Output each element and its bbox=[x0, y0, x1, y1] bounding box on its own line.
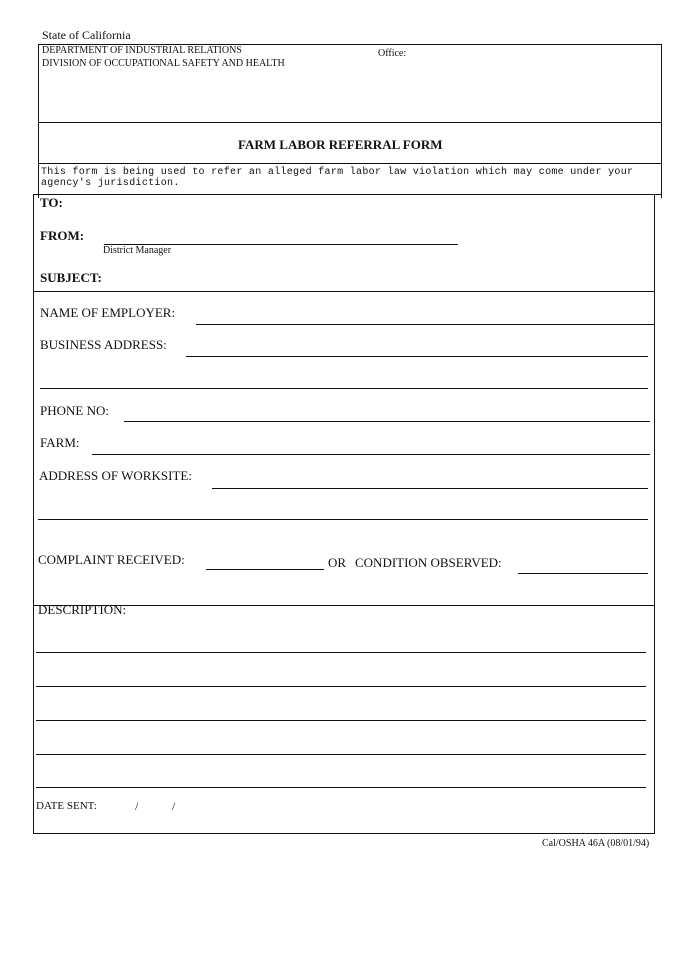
frame-left-top bbox=[38, 44, 39, 198]
farm-label: FARM: bbox=[40, 435, 80, 450]
to-label: TO: bbox=[40, 195, 63, 210]
intro-text: This form is being used to refer an alleged farm labor law violation which may come under your agency's jurisdiction. bbox=[41, 167, 634, 189]
business-address-field-2[interactable] bbox=[40, 388, 648, 389]
department-label: DEPARTMENT OF INDUSTRIAL RELATIONS bbox=[42, 45, 242, 56]
form-number: Cal/OSHA 46A (08/01/94) bbox=[542, 838, 650, 849]
complaint-field[interactable] bbox=[206, 569, 324, 570]
phone-field[interactable] bbox=[124, 421, 650, 422]
description-line-3[interactable] bbox=[36, 720, 646, 721]
office-label: Office: bbox=[378, 48, 407, 59]
frame-right-top bbox=[661, 44, 662, 198]
worksite-field[interactable] bbox=[212, 488, 648, 489]
state-label: State of California bbox=[42, 28, 131, 42]
phone-label: PHONE NO: bbox=[40, 403, 109, 418]
date-sent-label: DATE SENT: bbox=[36, 800, 97, 812]
frame-right bbox=[654, 194, 655, 834]
worksite-field-2[interactable] bbox=[38, 519, 648, 520]
subject-label: SUBJECT: bbox=[40, 270, 102, 285]
date-separator-1: / bbox=[135, 799, 139, 813]
header-divider bbox=[38, 122, 662, 123]
description-line-1[interactable] bbox=[36, 652, 646, 653]
date-separator-2: / bbox=[172, 799, 176, 813]
description-line-5[interactable] bbox=[36, 787, 646, 788]
employer-label: NAME OF EMPLOYER: bbox=[40, 305, 176, 320]
division-label: DIVISION OF OCCUPATIONAL SAFETY AND HEALTH bbox=[42, 58, 285, 69]
from-label: FROM: bbox=[40, 228, 85, 243]
frame-left bbox=[33, 194, 34, 834]
description-label: DESCRIPTION: bbox=[38, 602, 127, 617]
or-label: OR bbox=[328, 555, 347, 570]
worksite-label: ADDRESS OF WORKSITE: bbox=[39, 468, 192, 483]
description-line-4[interactable] bbox=[36, 754, 646, 755]
condition-label: CONDITION OBSERVED: bbox=[355, 555, 502, 570]
business-address-field[interactable] bbox=[186, 356, 648, 357]
form-title: FARM LABOR REFERRAL FORM bbox=[238, 137, 443, 152]
employer-field[interactable] bbox=[196, 324, 654, 325]
frame-bottom bbox=[33, 833, 655, 834]
intro-divider bbox=[33, 194, 662, 195]
condition-divider bbox=[33, 605, 655, 606]
farm-field[interactable] bbox=[92, 454, 650, 455]
complaint-label: COMPLAINT RECEIVED: bbox=[38, 552, 185, 567]
business-address-label: BUSINESS ADDRESS: bbox=[40, 337, 167, 352]
condition-field[interactable] bbox=[518, 573, 648, 574]
district-manager-caption: District Manager bbox=[103, 245, 172, 256]
description-line-2[interactable] bbox=[36, 686, 646, 687]
title-divider bbox=[38, 163, 662, 164]
subject-divider bbox=[33, 291, 655, 292]
